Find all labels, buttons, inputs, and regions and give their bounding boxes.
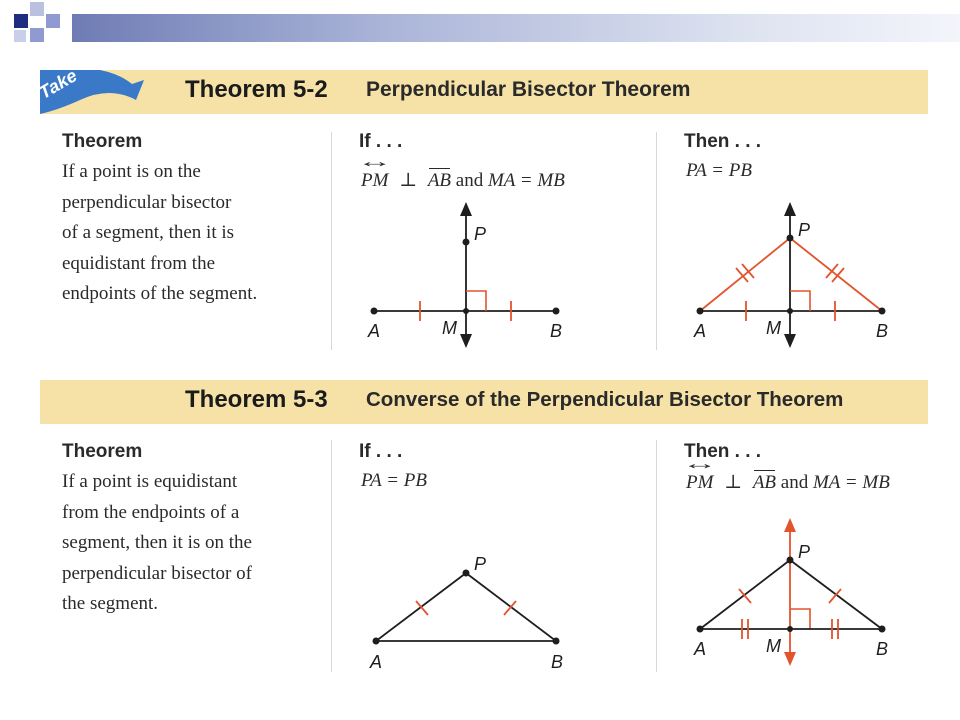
- take-note-ribbon: [35, 65, 150, 114]
- column-divider: [656, 132, 657, 350]
- theorem-heading: Theorem: [62, 441, 143, 462]
- figure-converse-bisector: [676, 508, 916, 678]
- figure-perpendicular-bisector: [350, 192, 590, 362]
- label-A: A: [694, 639, 707, 659]
- theorem-statement: If a point is equidistant from the endpoints of a segment, then it is on the perpendicular bisector of the segment.: [62, 471, 252, 615]
- theorem-heading: Theorem: [62, 131, 143, 152]
- theorem-statement: If a point is on the perpendicular bisector of a segment, then it is equidistant from the endpoints of the segment.: [62, 161, 258, 305]
- deco-square-mid: [46, 14, 60, 28]
- label-M: M: [766, 636, 781, 656]
- then-conclusion: ↔ PM ⊥ AB and MA = MB: [686, 471, 890, 494]
- if-heading: If . . .: [359, 131, 403, 152]
- ribbon-label: Take: [35, 65, 81, 103]
- if-hypothesis: PA = PB: [361, 470, 427, 491]
- deco-square-dark: [14, 14, 28, 28]
- label-B: B: [550, 321, 563, 341]
- label-M: M: [442, 318, 457, 338]
- theorem-5-3-header: [40, 380, 928, 424]
- label-B: B: [876, 321, 889, 341]
- theorem-title: Perpendicular Bisector Theorem: [366, 78, 691, 101]
- label-P: P: [798, 542, 811, 562]
- figure-equidistant-triangle: [676, 192, 916, 362]
- label-A: A: [370, 652, 383, 672]
- then-heading: Then . . .: [684, 441, 762, 462]
- then-heading: Then . . .: [684, 131, 762, 152]
- then-conclusion: PA = PB: [686, 160, 752, 181]
- label-P: P: [474, 554, 487, 574]
- figure-isosceles-triangle: [350, 550, 590, 690]
- theorem-number: Theorem 5-2: [185, 76, 328, 103]
- deco-square-light: [14, 30, 26, 42]
- label-P: P: [798, 220, 811, 240]
- column-divider: [331, 440, 332, 672]
- deco-square-mid: [30, 28, 44, 42]
- column-divider: [656, 440, 657, 672]
- label-A: A: [368, 321, 381, 341]
- theorem-number: Theorem 5-3: [185, 386, 328, 413]
- if-hypothesis: ↔ PM ⊥ AB and MA = MB: [361, 169, 565, 192]
- theorem-title: Converse of the Perpendicular Bisector Theorem: [366, 388, 844, 411]
- deco-square-light: [30, 2, 44, 16]
- title-bar-gradient: [72, 14, 960, 42]
- label-B: B: [551, 652, 564, 672]
- if-heading: If . . .: [359, 441, 403, 462]
- label-A: A: [694, 321, 707, 341]
- column-divider: [331, 132, 332, 350]
- label-M: M: [766, 318, 781, 338]
- label-B: B: [876, 639, 889, 659]
- label-P: P: [474, 224, 487, 244]
- theorem-5-2-header: [40, 70, 928, 114]
